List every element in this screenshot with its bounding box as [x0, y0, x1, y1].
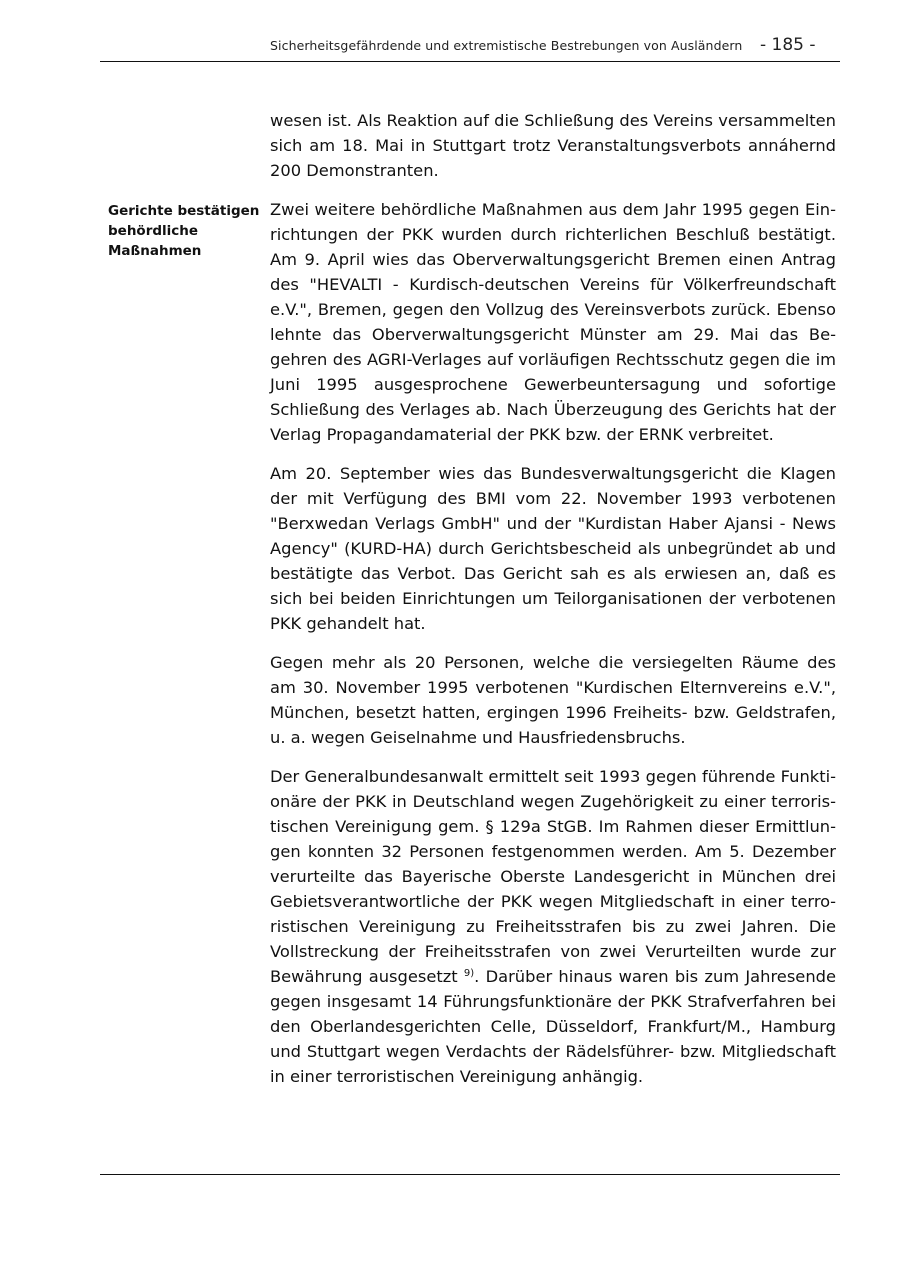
paragraph-5 — [270, 764, 836, 1089]
paragraph-5-part-a: Der Generalbundesanwalt ermittelt seit 1993 gegen führende Funktionäre der PKK in Deutschland wegen Zugehörigkeit zu einer terroristischen Vereinigung gem. § 129a StGB. Im Rahmen dieser Ermittlungen konnten 32 Personen festgenommen werden. Am 5. Dezember verurteilte das Bayerische Oberste Landesgericht in München drei Gebietsverantwortliche der PKK wegen Mitgliedschaft in einer terroristischen Vereinigung zu Freiheitsstrafen bis zu zwei Jahren. Die Vollstreckung der Freiheitsstrafen von zwei Verurteilten wurde zur Bewährung ausgesetzt — [270, 767, 836, 986]
running-header-title: Sicherheitsgefährdende und extremistische Bestrebungen von Ausländern — [270, 38, 743, 53]
footer-rule — [100, 1174, 840, 1175]
paragraph-3: Am 20. September wies das Bundesverwaltungsgericht die Klagen der mit Verfügung des BMI vom 22. November 1993 verbotenen "Berxwedan Verlags GmbH" und der "Kurdistan Haber Ajansi - News Agency" (KURD-HA) durch Gerichtsbescheid als unbegründet ab und bestätigte das Verbot. Das Gericht sah es als erwiesen an, daß es sich bei beiden Einrichtungen um Teilorganisationen der verbotenen PKK gehandelt hat. — [270, 464, 836, 633]
paragraph-4: Gegen mehr als 20 Personen, welche die versiegelten Räume des am 30. November 1995 verbotenen "Kurdischen Elternvereins e.V.", München, besetzt hatten, ergingen 1996 Freiheits- bzw. Geldstrafen, u. a. wegen Geiselnahme und Hausfriedensbruchs. — [270, 653, 836, 747]
footnote-marker: 9) — [463, 968, 475, 979]
paragraph-1: wesen ist. Als Reaktion auf die Schließung des Vereins versammelten sich am 18. Mai in Stuttgart trotz Veranstaltungsverbots annáhernd 200 Demonstranten. — [270, 111, 836, 180]
body-text — [270, 108, 836, 1103]
margin-note: Gerichte bestätigen behördliche Maßnahmen — [108, 203, 260, 259]
header-rule — [100, 61, 840, 62]
paragraph-2: Zwei weitere behördliche Maßnahmen aus dem Jahr 1995 gegen Einrichtungen der PKK wurden durch richterlichen Beschluß bestätigt. Am 9. April wies das Oberverwaltungsgericht Bremen einen Antrag des "HEVALTI - Kurdisch-deutschen Vereins für Völkerfreundschaft e.V.", Bremen, gegen den Vollzug des Vereinsverbots zurück. Ebenso lehnte das Oberverwaltungsgericht Münster am 29. Mai das Begehren des AGRI-Verlages auf vorläufigen Rechtsschutz gegen die im Juni 1995 ausgesprochene Gewerbeuntersagung und sofortige Schließung des Verlages ab. Nach Überzeugung des Gerichts hat der Verlag Propagandamaterial der PKK bzw. der ERNK verbreitet. — [270, 200, 836, 444]
paragraph-5-part-b: . Darüber hinaus waren bis zum Jahresende gegen insgesamt 14 Führungsfunktionäre der PKK Strafverfahren bei den Oberlandesgerichten Celle, Düsseldorf, Frankfurt/M., Hamburg und Stuttgart wegen Verdachts der Rädelsführer- bzw. Mitgliedschaft in einer terroristischen Vereinigung anhängig. — [270, 967, 836, 1086]
page-number: - 185 - — [760, 35, 816, 55]
